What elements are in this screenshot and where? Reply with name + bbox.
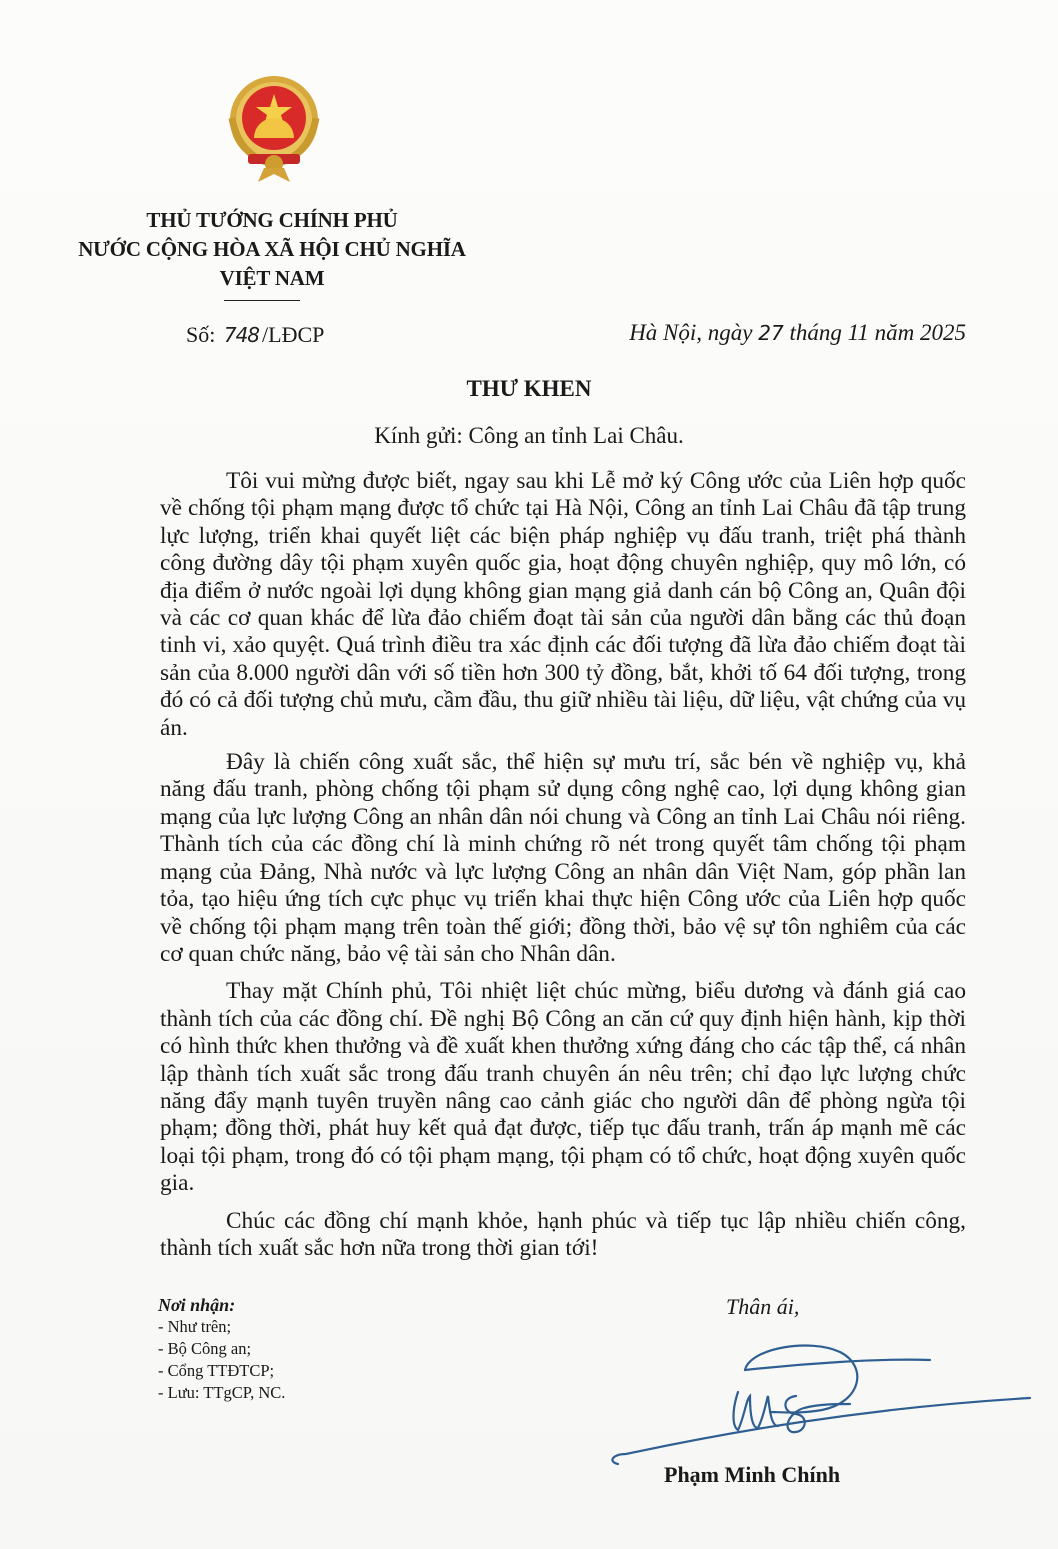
issuer-line-2: NƯỚC CỘNG HÒA XÃ HỘI CHỦ NGHĨA [78,237,466,261]
issuer-header [62,206,482,293]
recipient-item: - Bộ Công an; [158,1339,252,1358]
doc-number-suffix: /LĐCP [262,322,325,347]
body-paragraph-2: Đây là chiến công xuất sắc, thể hiện sự mưu trí, sắc bén về nghiệp vụ, khả năng đấu tranh, phòng chống tội phạm sử dụng công nghệ cao, lợi dụng không gian mạng của lực lượng Công an nhân dân nói chung và Công an tỉnh Lai Châu nói riêng. Thành tích của các đồng chí là minh chứng rõ nét trong quyết tâm chống tội phạm mạng của Đảng, Nhà nước và lực lượng Công an nhân dân Việt Nam, góp phần lan tỏa, tạo hiệu ứng tích cực phục vụ triển khai thực hiện Công ước của Liên hợp quốc về chống tội phạm mạng trên toàn thế giới; đồng thời, bảo vệ sự tôn nghiêm của các cơ quan chức năng, bảo vệ tài sản cho Nhân dân. [160,749,966,967]
doc-number-prefix: Số: [186,322,216,347]
body-paragraph-1: Tôi vui mừng được biết, ngay sau khi Lễ mở ký Công ước của Liên hợp quốc về chống tội phạm mạng được tổ chức tại Hà Nội, Công an tỉnh Lai Châu đã tập trung lực lượng, triển khai quyết liệt các biện pháp nghiệp vụ đấu tranh, triệt phá thành công đường dây tội phạm xuyên quốc gia, hoạt động chuyên nghiệp, quy mô lớn, có địa điểm ở nước ngoài lợi dụng không gian mạng giả danh cán bộ Công an, Quân đội và các cơ quan khác để lừa đảo chiếm đoạt tài sản của người dân bằng các thủ đoạn tinh vi, xảo quyệt. Quá trình điều tra xác định các đối tượng đã lừa đảo chiếm đoạt tài sản của 8.000 người dân với số tiền hơn 300 tỷ đồng, bắt, khởi tố 64 đối tượng, trong đó có cả đối tượng chủ mưu, cầm đầu, thu giữ nhiều tài liệu, dữ liệu, vật chứng của vụ án. [160,468,966,741]
body-paragraph-4: Chúc các đồng chí mạnh khỏe, hạnh phúc và tiếp tục lập nhiều chiến công, thành tích xuất sắc hơn nữa trong thời gian tới! [160,1207,966,1261]
place-and-date [629,320,966,346]
recipient-item: - Lưu: TTgCP, NC. [158,1383,286,1402]
issuer-line-1: THỦ TƯỚNG CHÍNH PHỦ [146,208,398,232]
letter-title: THƯ KHEN [466,376,592,401]
national-emblem-icon [218,72,330,184]
doc-number-handwritten: 748 [223,323,260,347]
salutation: Kính gửi: Công an tỉnh Lai Châu. [374,423,684,448]
recipient-item: - Cổng TTĐTCP; [158,1361,275,1380]
date-handwritten-day: 27 [758,321,784,345]
closing-phrase: Thân ái, [726,1294,800,1319]
letter-body [160,468,966,1262]
header-divider [224,300,300,301]
recipient-item: - Như trên; [158,1317,232,1336]
date-before-day: Hà Nội, ngày [629,320,753,345]
body-paragraph-3: Thay mặt Chính phủ, Tôi nhiệt liệt chúc mừng, biểu dương và đánh giá cao thành tích của các đồng chí. Đề nghị Bộ Công an căn cứ quy định hiện hành, kịp thời có hình thức khen thưởng và đề xuất khen thưởng xứng đáng cho các tập thể, cá nhân lập thành tích xuất sắc trong đấu tranh chuyên án nêu trên; chỉ đạo lực lượng chức năng đẩy mạnh tuyên truyền nâng cao cảnh giác cho người dân để phòng ngừa tội phạm; đồng thời, phát huy kết quả đạt được, tiếp tục đấu tranh, trấn áp mạnh mẽ các loại tội phạm, trong đó có tội phạm mạng, tội phạm có tổ chức, hoạt động xuyên quốc gia. [160,978,966,1197]
document-number [186,322,324,348]
date-after-day: tháng 11 năm 2025 [789,320,966,345]
recipients-block [158,1294,285,1404]
handwritten-signature-icon [600,1330,1040,1470]
signer-name: Phạm Minh Chính [664,1462,841,1487]
recipients-title: Nơi nhận: [158,1295,236,1315]
issuer-line-3: VIỆT NAM [219,266,325,290]
